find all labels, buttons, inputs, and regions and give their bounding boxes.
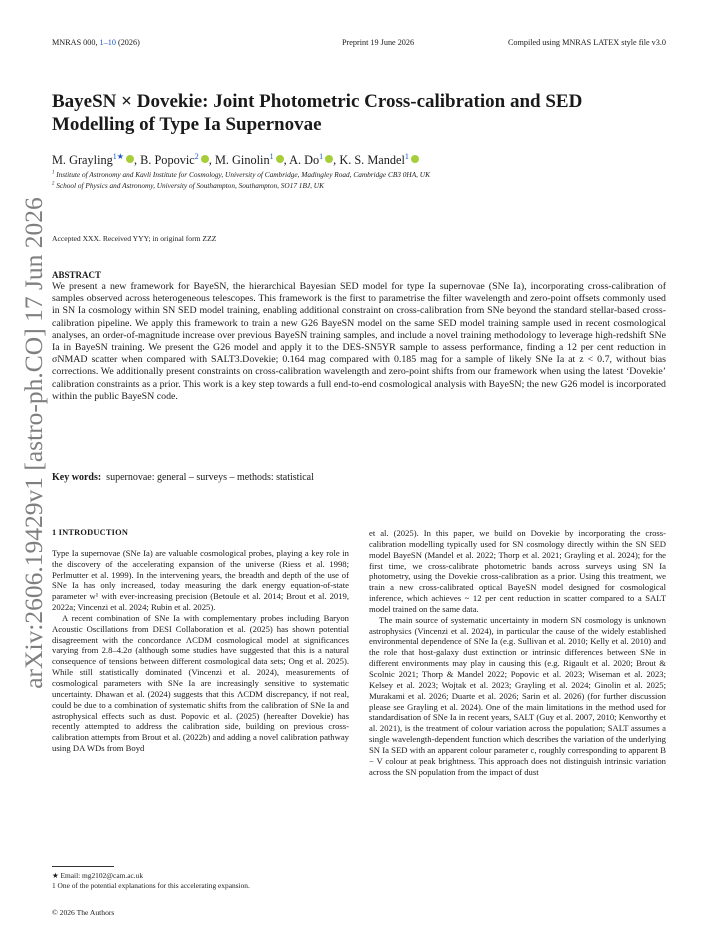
right-column — [369, 528, 666, 777]
author: A. Do — [289, 153, 320, 167]
arxiv-stamp: arXiv:2606.19429v1 [astro-ph.CO] 17 Jun 2026 — [19, 197, 48, 689]
author-list: M. Grayling$^{1★}$ , B. Popovic$^2$ , M. Ginolin$^1$ , A. Do$^1$ , K. S. Mandel$^1$ — [52, 153, 666, 168]
abstract-text: We present a new framework for BayeSN, the hierarchical Bayesian SED model for type Ia supernovae (SNe Ia), incorporating cross-calibration of samples observed across heterogeneous telescopes. This framework is the first to parametrise the filter wavelength and zero-point offsets commonly used in SN Ia cosmology within SN SED model training, enabling additional constraint on cross-calibration from SNe beyond the standard stellar-based cross-calibration pipeline. We apply this framework to train a new G26 BayeSN model on the same SED model training sample used in recent cosmological analyses, an order-of-magnitude increase over previous BayeSN training samples, and include a novel training methodology to leverage high-redshift SNe Ia in BayeSN training. We present the G26 model and apply it to the DES-SN5YR sample to assess performance, finding a 12 per cent reduction in σNMAD scatter when compared with SALT3.Dovekie; 0.164 mag compared with 0.185 mag for a sample of likely SNe Ia at z < 0.7, without bias corrections. We additionally present constraints on cross-calibration wavelength and zero-point shifts from our framework when using the latest ‘Dovekie’ calibration constraints as a prior. This work is a key step towards a full end-to-end cosmological analysis with BayeSN; the new G26 model is incorporated within the public BayeSN code. — [52, 281, 666, 402]
compiled-note: Compiled using MNRAS LATEX style file v3.0 — [507, 38, 666, 47]
orcid-icon[interactable] — [411, 155, 419, 163]
keywords-label: Key words: — [52, 472, 102, 483]
paragraph: A recent combination of SNe Ia with complementary probes including Baryon Acoustic Oscillations from DESI Collaboration et al. (2025) has shown potential disagreement with the concordance ΛCDM cosmological model at significances varying from 2.8–4.2σ (although some studies have suggested that this is a natural consequence of tensions between different cosmological data sets; Ong et al. 2025). While still statistically dominated (Vincenzi et al. 2024), measurements of cosmological parameters with SNe Ia are increasingly sensitive to systematic uncertainty. Dhawan et al. (2024) suggests that this ΛCDM discrepancy, if not real, could be due to a combination of systematic shifts from the calibration of SNe Ia and astrophysical effects such as dust. Popovic et al. (2025) (hereafter Dovekie) has recently attempted to address the calibration side, building on previous cross-calibration attempts from Brout et al. (2022b) and adding a novel calibration pathway using DA WDs from Boyd — [52, 612, 349, 754]
abstract-heading: ABSTRACT — [52, 270, 102, 280]
left-column — [52, 528, 349, 754]
copyright: © 2026 The Authors — [52, 908, 115, 917]
paragraph: Type Ia supernovae (SNe Ia) are valuable cosmological probes, playing a key role in the discovery of the accelerating expansion of the universe (Riess et al. 1998; Perlmutter et al. 1999). In the intervening years, the breadth and depth of the use of SNe Ia has only increased, today measuring the dark energy equation-of-state parameter w¹ with ever-increasing precision (Betoule et al. 2014; Brout et al. 2019, 2022a; Vincenzi et al. 2024; Rubin et al. 2025). — [52, 547, 349, 613]
footnote-email: ★ Email: mg2102@cam.ac.uk — [52, 871, 144, 880]
footnote-rule — [52, 866, 114, 867]
keywords-text: supernovae: general – surveys – methods: statistical — [106, 472, 314, 483]
author: B. Popovic — [140, 153, 195, 167]
footnotes — [52, 866, 349, 891]
orcid-icon[interactable] — [325, 155, 333, 163]
journal-ref: MNRAS 000, 1–10 (2026) — [52, 38, 140, 47]
keywords — [52, 472, 666, 483]
footnote-1: 1 One of the potential explanations for this accelerating expansion. — [52, 881, 250, 890]
paragraph: The main source of systematic uncertainty in modern SN cosmology is unknown astrophysics (Vincenzi et al. 2024), in particular the cause of the widely established environmental dependence of SNe Ia (e.g. Sullivan et al. 2010; Kelly et al. 2010) and the role that host-galaxy dust extinction or intrinsic differences between SNe in different environments may play in causing this (e.g. Rigault et al. 2020; Brout & Scolnic 2021; Thorp & Mandel 2022; Popovic et al. 2023; Wiseman et al. 2023; Kelsey et al. 2023; Wojtak et al. 2023; Grayling et al. 2024; Ginolin et al. 2025; Murakami et al. 2026; Duarte et al. 2026; Sarin et al. 2026) (for further discussion please see Grayling et al. 2024). One of the main limitations in the method used for standardisation of SNe Ia in recent years, SALT (Guy et al. 2007, 2010; Kenworthy et al. 2021), is the treatment of colour variation across the population; SALT assumes a single wavelength-dependent function which describes the variation of the underlying SN Ia SED with an apparent colour parameter c, roughly corresponding to apparent B − V colour at peak brightness. This approach does not distinguish intrinsic variation across the SN population from the impact of dust — [369, 614, 666, 777]
affiliation-2: $^2$ School of Physics and Astronomy, University of Southampton, Southampton, SO17 1BJ, UK — [52, 181, 324, 190]
section-heading: 1 INTRODUCTION — [52, 528, 129, 537]
orcid-icon[interactable] — [276, 155, 284, 163]
author: M. Grayling — [52, 153, 113, 167]
received-dates: Accepted XXX. Received YYY; in original form ZZZ — [52, 234, 217, 243]
author: M. Ginolin — [214, 153, 270, 167]
orcid-icon[interactable] — [126, 155, 134, 163]
author: K. S. Mandel — [339, 153, 405, 167]
affiliation-1: $^1$ Institute of Astronomy and Kavli Institute for Cosmology, University of Cambridge, Madingley Road, Cambridge CB3 0HA, UK — [52, 170, 430, 179]
orcid-icon[interactable] — [201, 155, 209, 163]
paper-title: BayeSN × Dovekie: Joint Photometric Cross-calibration and SED Modelling of Type Ia Supernovae — [52, 91, 583, 135]
preprint-date: Preprint 19 June 2026 — [342, 38, 415, 47]
pages-link[interactable]: 1–10 — [99, 38, 116, 47]
paragraph: et al. (2025). In this paper, we build on Dovekie by incorporating the cross-calibration modelling typically used for SN cosmology directly within the SN SED model BayeSN (Mandel et al. 2022; Thorp et al. 2021; Grayling et al. 2024); for the first time, we cross-calibrate photometric bands across surveys using SN Ia photometry, using the Dovekie cross-calibration as a prior. Using this treatment, we train a new cross-calibrated optical BayeSN model designed for cosmological inference, which achieves ~ 12 per cent reduction in scatter compared to a SALT model trained on the same data. — [369, 528, 666, 614]
